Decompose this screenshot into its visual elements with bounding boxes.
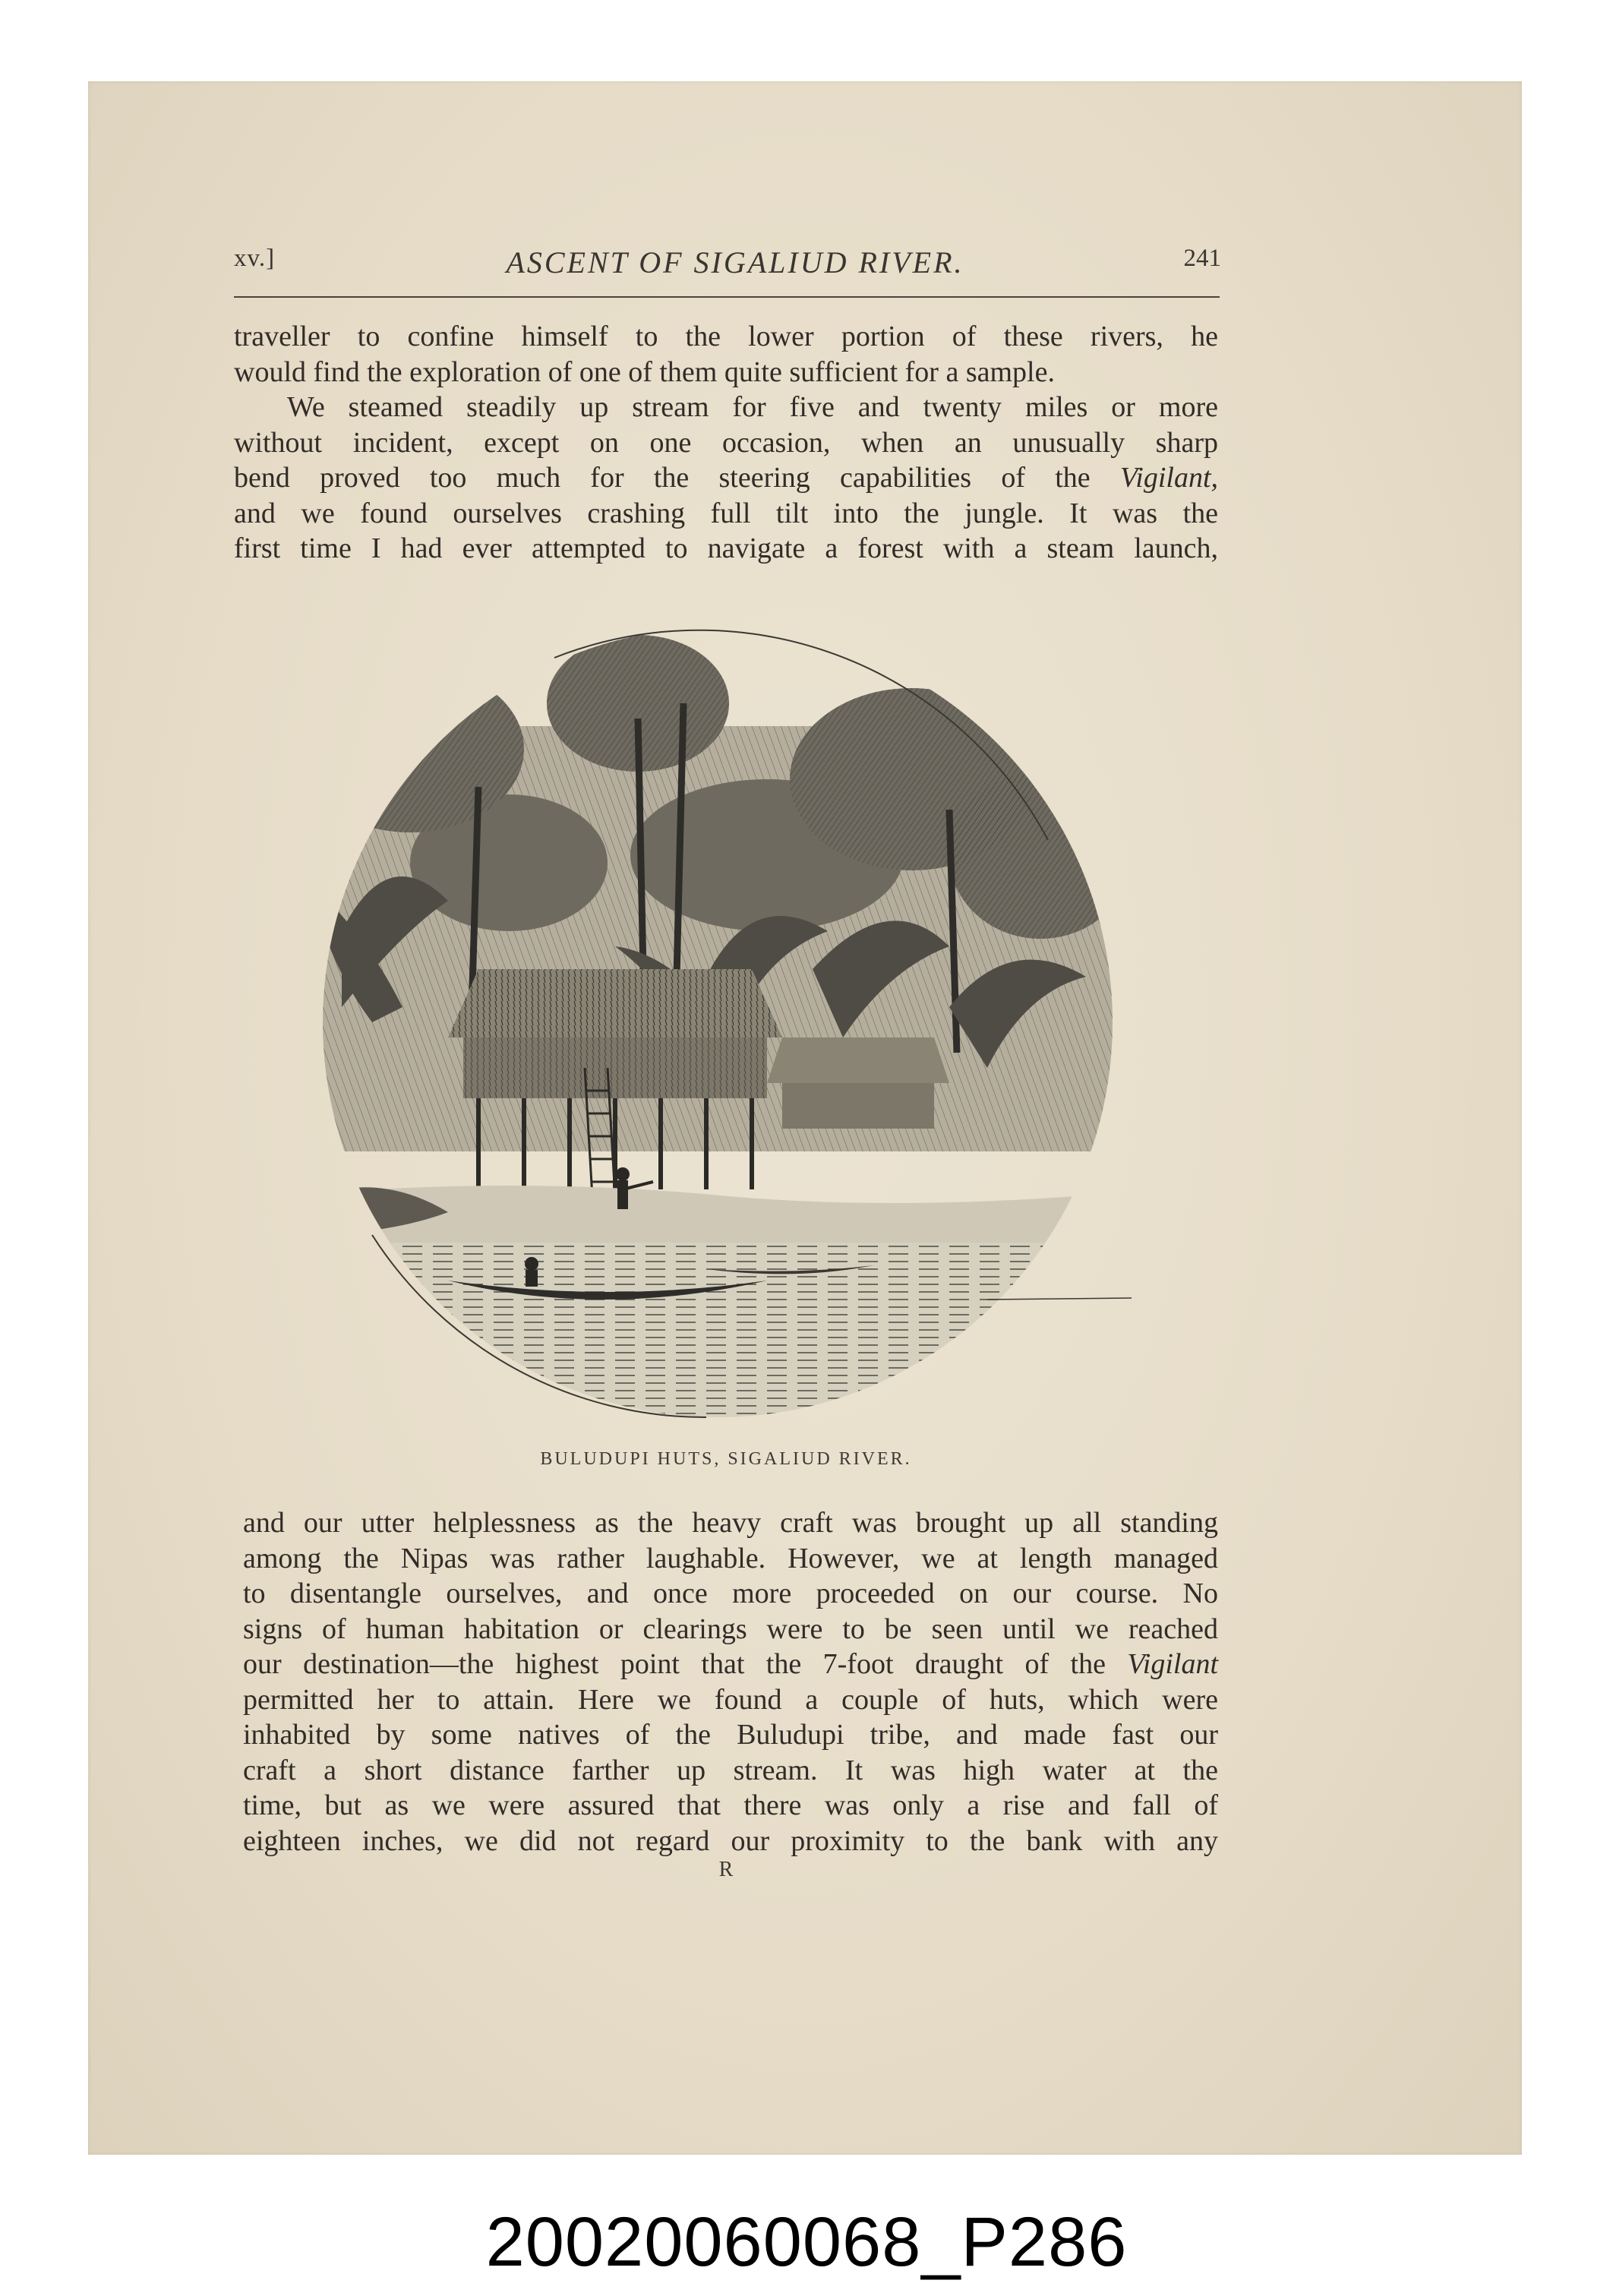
text-line	[243, 1647, 1218, 1682]
text-line: eighteen inches, we did not regard our proximity to the bank with any	[243, 1824, 1218, 1857]
ship-name: Vigilant,	[1119, 462, 1218, 494]
hut-wall-texture	[463, 1037, 767, 1098]
chapter-number: xv.]	[234, 245, 276, 272]
water-line-right	[987, 1298, 1132, 1300]
text-line: to disentangle ourselves, and once more proceeded on our course. No	[243, 1578, 1218, 1609]
text-line: permitted her to attain. Here we found a couple of huts, which were	[243, 1683, 1218, 1716]
engraving-illustration	[281, 612, 1154, 1432]
water-ripples	[281, 1243, 1154, 1432]
running-header	[234, 245, 1221, 290]
file-label: 20020060068_P286	[485, 2203, 1128, 2281]
text-line: time, but as we were assured that there was only a rise and fall of	[243, 1789, 1218, 1821]
illustration-scene	[281, 635, 1154, 1432]
hut-roof-thatch	[448, 969, 782, 1037]
text-line: would find the exploration of one of them quite sufficient for a sample.	[234, 355, 1055, 388]
text-line: first time I had ever attempted to navigate a forest with a steam launch,	[234, 532, 1218, 564]
text-segment: our destination—the highest point that the 7-foot draught of the	[243, 1648, 1128, 1680]
running-title: ASCENT OF SIGALIUD RIVER.	[506, 245, 964, 279]
text-line: and we found ourselves crashing full tilt into the jungle. It was the	[234, 497, 1218, 529]
text-line: among the Nipas was rather laughable. However, we at length managed	[243, 1542, 1218, 1574]
second-hut-roof	[767, 1037, 949, 1083]
text-line: without incident, except on one occasion, when an unusually sharp	[234, 426, 1218, 459]
ship-name: Vigilant	[1127, 1648, 1218, 1680]
second-hut-wall	[782, 1083, 934, 1129]
text-block-top	[234, 319, 1218, 567]
text-line: and our utter helplessness as the heavy craft was brought up all standing	[243, 1507, 1218, 1539]
page-number: 241	[1183, 245, 1221, 272]
text-line: craft a short distance farther up stream. It was high water at the	[243, 1754, 1218, 1786]
text-line: inhabited by some natives of the Buludupi tribe, and made fast our	[243, 1719, 1218, 1751]
text-line: signs of human habitation or clearings were to be seen until we reached	[243, 1612, 1218, 1645]
header-rule	[234, 296, 1220, 298]
text-segment: bend proved too much for the steering capabilities of the	[234, 462, 1120, 494]
text-block-bottom	[243, 1505, 1218, 1859]
text-line	[234, 460, 1218, 496]
text-line: traveller to confine himself to the lower portion of these rivers, he	[234, 321, 1218, 352]
figure-caption: BULUDUPI HUTS, SIGALIUD RIVER.	[540, 1449, 912, 1469]
signature-mark: R	[718, 1858, 734, 1881]
text-line: We steamed steadily up stream for five and twenty miles or more	[287, 391, 1218, 423]
